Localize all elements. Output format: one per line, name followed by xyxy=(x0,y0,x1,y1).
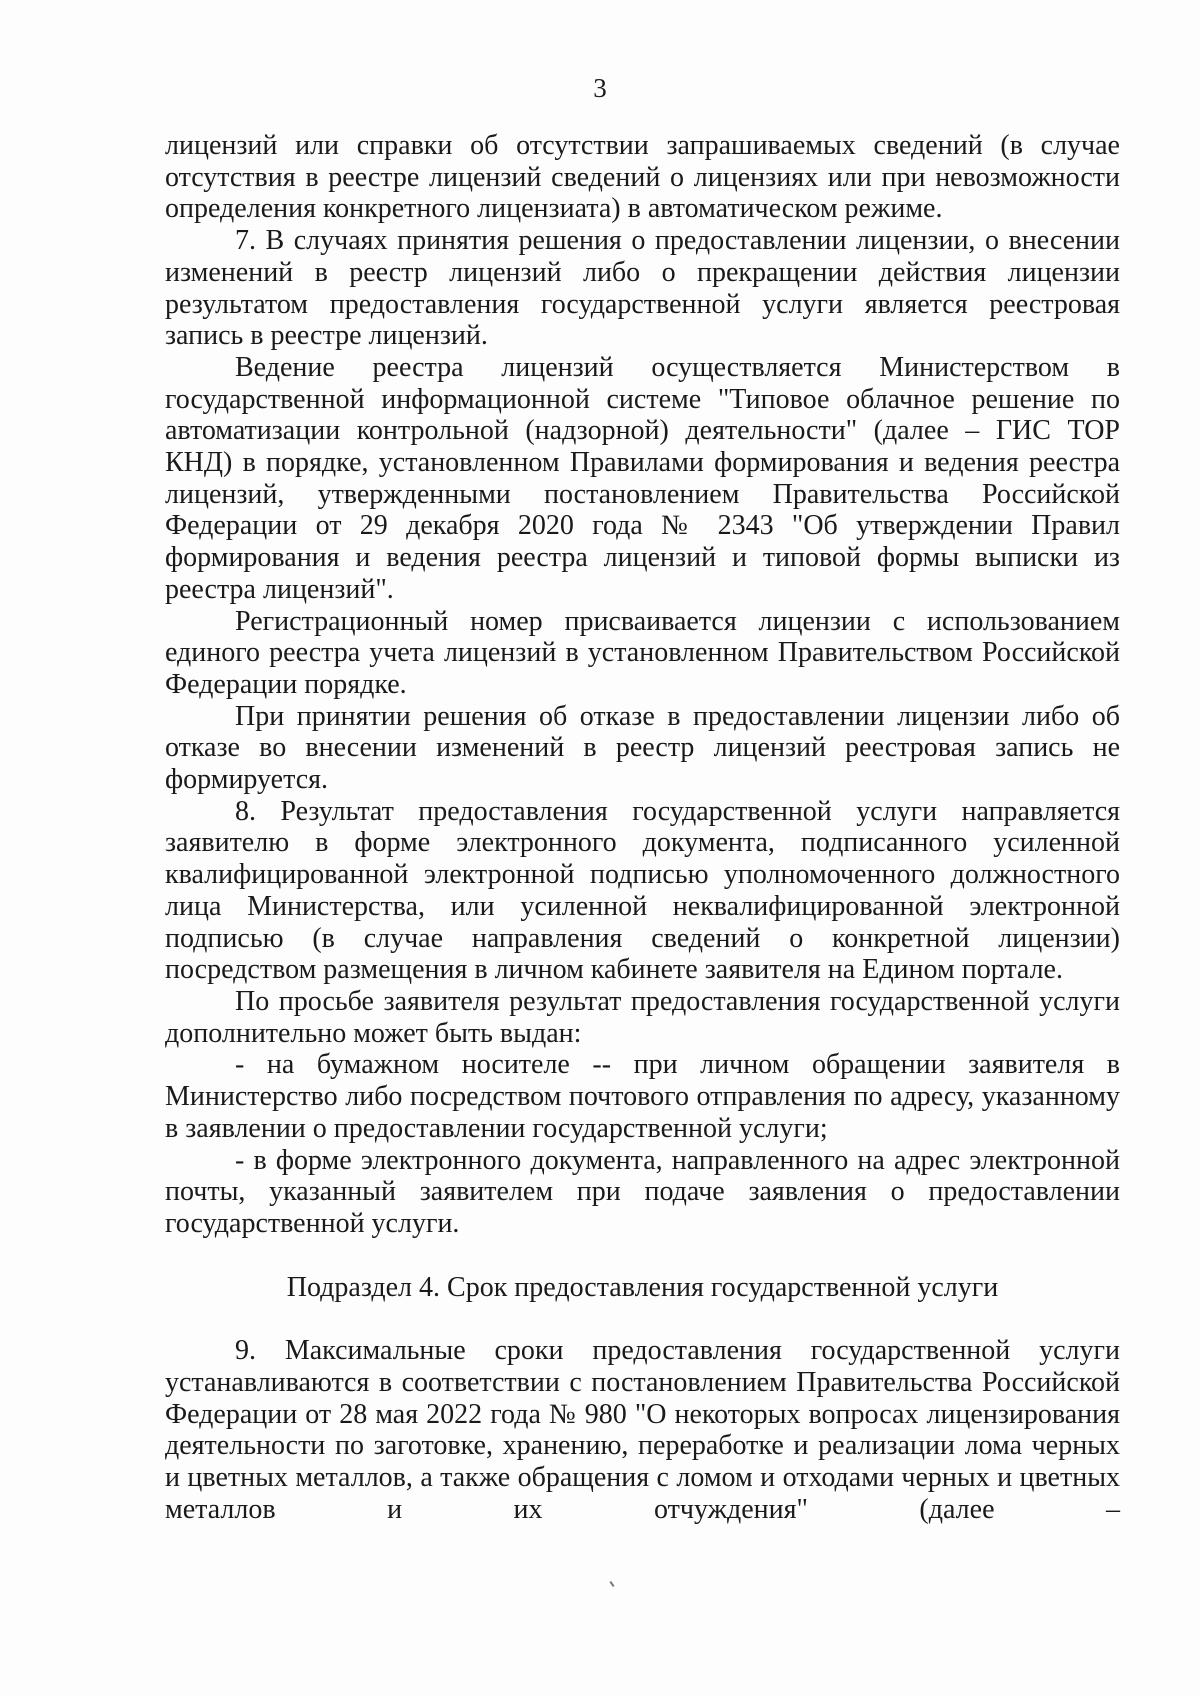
scan-speck xyxy=(609,1581,614,1587)
list-item-electronic: - в форме электронного документа, направленного на адрес электронной почты, указанный заявителем при подаче заявления о предоставлении государственной услуги. xyxy=(165,1144,1120,1239)
paragraph-item-7: 7. В случаях принятия решения о предоставлении лицензии, о внесении изменений в реестр лицензий либо о прекращении действия лицензии результатом предоставления государственной услуги является реестровая запись в реестре лицензий. xyxy=(165,225,1120,352)
document-body xyxy=(165,130,1120,1526)
list-item-paper: - на бумажном носителе -- при личном обращении заявителя в Министерство либо посредством почтового отправления по адресу, указанному в заявлении о предоставлении государственной услуги; xyxy=(165,1049,1120,1144)
paragraph-item-9: 9. Максимальные сроки предоставления государственной услуги устанавливаются в соответствии с постановлением Правительства Российской Федерации от 28 мая 2022 года № 980 "О некоторых вопросах лицензирования деятельности по заготовке, хранению, переработке и реализации лома черных и цветных металлов, а также обращения с ломом и отходами черных и цветных металлов и их отчуждения" (далее – xyxy=(165,1335,1120,1525)
paragraph-continuation: лицензий или справки об отсутствии запрашиваемых сведений (в случае отсутствия в реестре лицензий сведений о лицензиях или при невозможности определения конкретного лицензиата) в автоматическом режиме. xyxy=(165,130,1120,225)
paragraph-item-8: 8. Результат предоставления государственной услуги направляется заявителю в форме электронного документа, подписанного усиленной квалифицированной электронной подписью уполномоченного должностного лица Министерства, или усиленной неквалифицированной электронной подписью (в случае направления сведений о конкретной лицензии) посредством размещения в личном кабинете заявителя на Едином портале. xyxy=(165,795,1120,986)
subsection-heading: Подраздел 4. Срок предоставления государственной услуги xyxy=(286,1271,999,1303)
paragraph-registration-number: Регистрационный номер присваивается лицензии с использованием единого реестра учета лицензий в установленном Правительством Российской Федерации порядке. xyxy=(165,605,1120,700)
paragraph-refusal: При принятии решения об отказе в предоставлении лицензии либо об отказе во внесении изменений в реестр лицензий реестровая запись не формируется. xyxy=(165,700,1120,796)
paragraph-registry-maintenance: Ведение реестра лицензий осуществляется Министерством в государственной информационной системе "Типовое облачное решение по автоматизации контрольной (надзорной) деятельности" (далее – ГИС ТОР КНД) в порядке, установленном Правилами формирования и ведения реестра лицензий, утвержденными постановлением Правительства Российской Федерации от 29 декабря 2020 года № 2343 "Об утверждении Правил формирования и ведения реестра лицензий и типовой формы выписки из реестра лицензий". xyxy=(165,351,1120,605)
paragraph-applicant-request: По просьбе заявителя результат предоставления государственной услуги дополнительно может быть выдан: xyxy=(165,985,1120,1049)
page-number: 3 xyxy=(593,73,607,103)
